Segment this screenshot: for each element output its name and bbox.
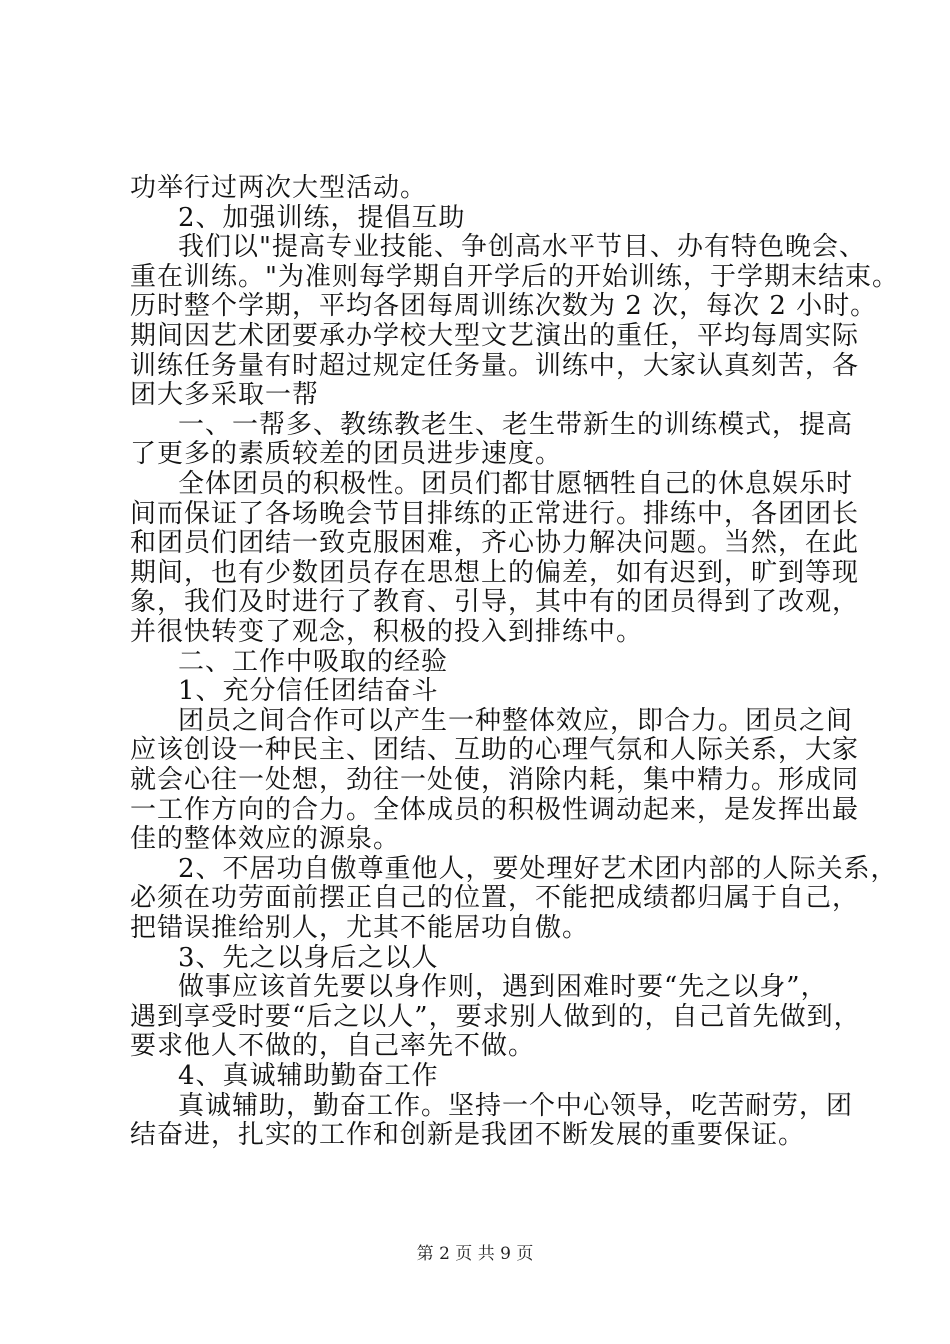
text-line: 我们以"提高专业技能、争创高水平节目、办有特色晚会、	[178, 232, 866, 262]
section-heading: 1、充分信任团结奋斗	[178, 676, 439, 706]
page-number-footer: 第 2 页 共 9 页	[416, 1244, 534, 1264]
text-line: 真诚辅助，勤奋工作。坚持一个中心领导，吃苦耐劳，团	[178, 1091, 854, 1121]
section-heading: 二、工作中吸取的经验	[178, 647, 449, 677]
text-line: 要求他人不做的，自己率先不做。	[130, 1031, 536, 1061]
text-line: 结奋进，扎实的工作和创新是我团不断发展的重要保证。	[130, 1120, 806, 1150]
text-line: 象，我们及时进行了教育、引导，其中有的团员得到了改观，	[130, 587, 860, 617]
text-line: 遇到享受时要“后之以人”，要求别人做到的，自己首先做到，	[130, 1002, 861, 1032]
text-line: 和团员们团结一致克服困难，齐心协力解决问题。当然，在此	[130, 528, 860, 558]
text-line: 训练任务量有时超过规定任务量。训练中，大家认真刻苦，各	[130, 351, 860, 381]
text-line: 一工作方向的合力。全体成员的积极性调动起来，是发挥出最	[130, 795, 860, 825]
text-line: 一、一帮多、教练教老生、老生带新生的训练模式，提高	[178, 410, 854, 440]
text-line: 做事应该首先要以身作则，遇到困难时要“先之以身”，	[178, 972, 828, 1002]
text-line: 并很快转变了观念，积极的投入到排练中。	[130, 617, 644, 647]
text-line: 期间，也有少数团员存在思想上的偏差，如有迟到，旷到等现	[130, 558, 860, 588]
text-line: 期间因艺术团要承办学校大型文艺演出的重任，平均每周实际	[130, 321, 860, 351]
section-heading: 3、先之以身后之以人	[178, 943, 439, 973]
text-line: 必须在功劳面前摆正自己的位置，不能把成绩都归属于自己，	[130, 883, 860, 913]
text-line: 团员之间合作可以产生一种整体效应，即合力。团员之间	[178, 706, 854, 736]
section-heading: 2、不居功自傲尊重他人，要处理好艺术团内部的人际关系，	[178, 854, 898, 884]
text-line: 全体团员的积极性。团员们都甘愿牺牲自己的休息娱乐时	[178, 469, 854, 499]
section-heading: 2、加强训练，提倡互助	[178, 203, 466, 233]
text-line: 应该创设一种民主、团结、互助的心理气氛和人际关系，大家	[130, 735, 860, 765]
text-line: 团大多采取一帮	[130, 380, 320, 410]
text-line: 功举行过两次大型活动。	[130, 173, 428, 203]
text-line: 重在训练。"为准则每学期自开学后的开始训练，于学期末结束。	[130, 262, 899, 292]
text-line: 了更多的素质较差的团员进步速度。	[130, 439, 563, 469]
section-heading: 4、真诚辅助勤奋工作	[178, 1061, 439, 1091]
text-line: 就会心往一处想，劲往一处使，消除内耗，集中精力。形成同	[130, 765, 860, 795]
text-line: 把错误推给别人，尤其不能居功自傲。	[130, 913, 590, 943]
text-line: 佳的整体效应的源泉。	[130, 824, 401, 854]
text-line: 间而保证了各场晚会节目排练的正常进行。排练中，各团团长	[130, 499, 860, 529]
text-line: 历时整个学期，平均各团每周训练次数为 2 次，每次 2 小时。	[130, 291, 878, 321]
